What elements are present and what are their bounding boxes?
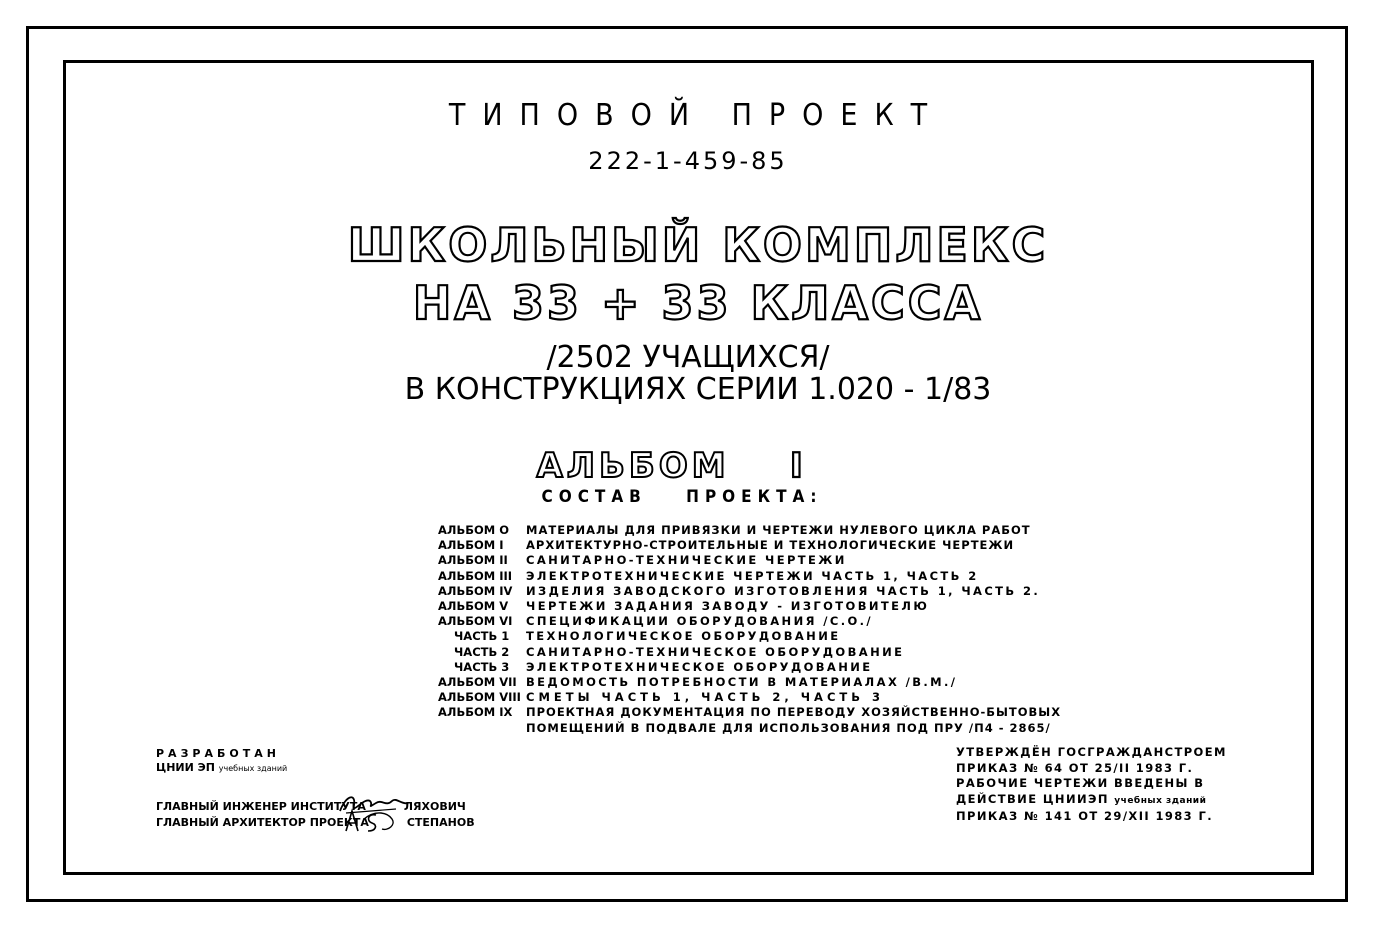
approval-line-4-main: ДЕЙСТВИЕ ЦНИИЭП: [956, 791, 1109, 806]
developer-org: [156, 761, 287, 776]
approval-line-5: ПРИКАЗ № 141 ОТ 29/XII 1983 Г.: [956, 809, 1213, 823]
list-item-label: ЧАСТЬ 1: [454, 629, 510, 644]
list-item-text: МАТЕРИАЛЫ ДЛЯ ПРИВЯЗКИ И ЧЕРТЕЖИ НУЛЕВОГО ЦИКЛА РАБОТ: [526, 523, 1031, 537]
signatures-block: [156, 799, 475, 831]
composition-heading: СОСТАВ ПРОЕКТА:: [541, 487, 823, 507]
chief-architect-name: СТЕПАНОВ: [406, 816, 475, 829]
chief-engineer-row: [156, 799, 475, 815]
list-item: [438, 721, 1061, 736]
chief-engineer-role: ГЛАВНЫЙ ИНЖЕНЕР ИНСТИТУТА: [156, 800, 366, 813]
list-item-text: ЭЛЕКТРОТЕХНИЧЕСКИЕ ЧЕРТЕЖИ ЧАСТЬ 1, ЧАСТЬ 2: [526, 568, 979, 583]
list-item-text: СМЕТЫ ЧАСТЬ 1, ЧАСТЬ 2, ЧАСТЬ 3: [526, 690, 884, 705]
list-item: [438, 614, 1061, 629]
list-item-label: АЛЬБОМ VI: [438, 614, 513, 629]
list-item-text: ПРОЕКТНАЯ ДОКУМЕНТАЦИЯ ПО ПЕРЕВОДУ ХОЗЯЙСТВЕННО-БЫТОВЫХ: [526, 705, 1062, 720]
list-item-text: АРХИТЕКТУРНО-СТРОИТЕЛЬНЫЕ И ТЕХНОЛОГИЧЕСКИЕ ЧЕРТЕЖИ: [526, 538, 1015, 553]
list-item: [438, 523, 1061, 538]
list-item: [438, 629, 1061, 644]
list-item: [438, 599, 1061, 614]
list-item: [438, 584, 1061, 599]
approval-line-2: ПРИКАЗ № 64 ОТ 25/II 1983 Г.: [956, 760, 1194, 775]
list-item-label: ЧАСТЬ 2: [454, 644, 510, 659]
chief-engineer-name: ЛЯХОВИЧ: [403, 800, 466, 813]
list-item-label: АЛЬБОМ V: [438, 599, 509, 614]
list-item-text: САНИТАРНО-ТЕХНИЧЕСКИЕ ЧЕРТЕЖИ: [526, 553, 847, 568]
list-item-text: ПОМЕЩЕНИЙ В ПОДВАЛЕ ДЛЯ ИСПОЛЬЗОВАНИЯ ПОД ПРУ /П4 - 2865/: [526, 720, 1051, 735]
developer-org-name: ЦНИИ ЭП: [156, 761, 215, 774]
developer-block: [156, 747, 287, 776]
list-item-text: САНИТАРНО-ТЕХНИЧЕСКОЕ ОБОРУДОВАНИЕ: [526, 644, 905, 659]
chief-architect-row: [156, 815, 475, 831]
project-kind: ТИПОВОЙ ПРОЕКТ: [448, 98, 945, 133]
approval-line-4-suffix: учебных зданий: [1114, 795, 1207, 806]
list-item-label: АЛЬБОМ О: [438, 523, 509, 537]
list-item-text: ТЕХНОЛОГИЧЕСКОЕ ОБОРУДОВАНИЕ: [526, 629, 841, 644]
list-item: [438, 705, 1061, 720]
approval-line-1: УТВЕРЖДЁН ГОСГРАЖДАНСТРОЕМ: [956, 745, 1227, 759]
contents-list: [438, 523, 1061, 736]
developer-heading: РАЗРАБОТАН: [156, 747, 280, 760]
approval-block: [956, 745, 1227, 825]
project-code: 222-1-459-85: [588, 147, 788, 175]
album-number: I: [790, 446, 806, 486]
chief-architect-signature: [342, 805, 416, 837]
title-line-1: ШКОЛЬНЫЙ КОМПЛЕКС: [347, 218, 1049, 272]
list-item-label: АЛЬБОМ I: [438, 538, 504, 553]
list-item: [438, 553, 1061, 568]
list-item: [438, 660, 1061, 675]
list-item-text: ЧЕРТЕЖИ ЗАДАНИЯ ЗАВОДУ - ИЗГОТОВИТЕЛЮ: [526, 599, 930, 614]
list-item-text: СПЕЦИФИКАЦИИ ОБОРУДОВАНИЯ /С.О./: [526, 614, 874, 629]
list-item-label: АЛЬБОМ II: [438, 553, 508, 568]
approval-line-3: РАБОЧИЕ ЧЕРТЕЖИ ВВЕДЕНЫ В: [956, 776, 1205, 790]
list-item-label: АЛЬБОМ IV: [438, 583, 513, 598]
approval-line-4: [956, 792, 1227, 810]
list-item-label: АЛЬБОМ VIII: [438, 690, 521, 705]
title-line-2: НА 33 + 33 КЛАССА: [412, 276, 984, 330]
list-item: [438, 690, 1061, 705]
chief-architect-role: ГЛАВНЫЙ АРХИТЕКТОР ПРОЕКТА: [156, 816, 369, 829]
list-item: [438, 675, 1061, 690]
developer-org-suffix: учебных зданий: [218, 764, 288, 773]
list-item-text: ЭЛЕКТРОТЕХНИЧЕСКОЕ ОБОРУДОВАНИЕ: [526, 659, 873, 674]
list-item-label: АЛЬБОМ III: [438, 568, 513, 583]
album-title: АЛЬБОМ: [536, 446, 730, 486]
students-count: /2502 УЧАЩИХСЯ/: [546, 340, 830, 375]
list-item-text: ВЕДОМОСТЬ ПОТРЕБНОСТИ В МАТЕРИАЛАХ /В.М./: [526, 675, 958, 690]
list-item: [438, 538, 1061, 553]
list-item-label: АЛЬБОМ IX: [438, 705, 513, 720]
list-item: [438, 569, 1061, 584]
list-item-label: ЧАСТЬ 3: [454, 659, 510, 674]
list-item-label: [438, 721, 526, 736]
construction-series: В КОНСТРУКЦИЯХ СЕРИИ 1.020 - 1/83: [404, 372, 992, 407]
list-item-text: ИЗДЕЛИЯ ЗАВОДСКОГО ИЗГОТОВЛЕНИЯ ЧАСТЬ 1, ЧАСТЬ 2.: [526, 583, 1041, 598]
list-item-label: АЛЬБОМ VII: [438, 675, 517, 690]
list-item: [438, 645, 1061, 660]
